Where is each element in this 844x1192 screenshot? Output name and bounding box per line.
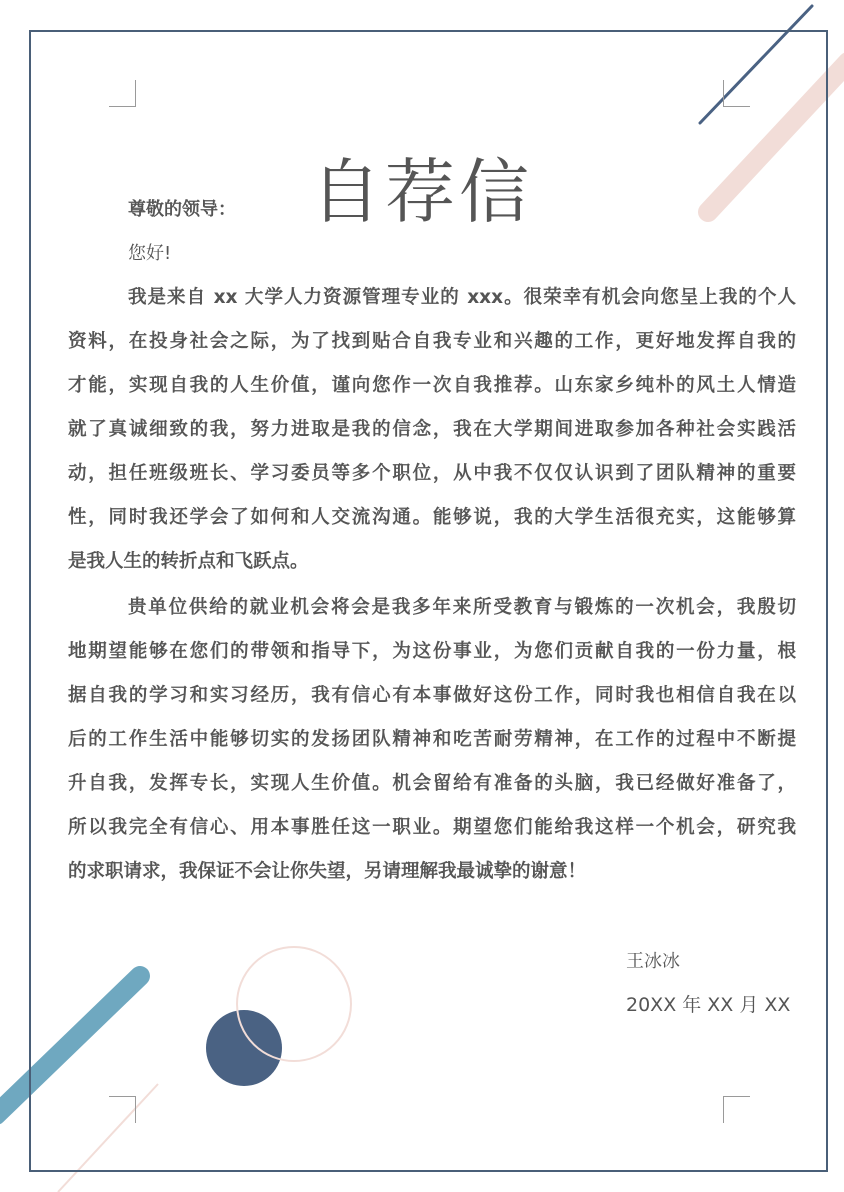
corner-mark-bottom-right — [723, 1096, 750, 1123]
corner-mark-top-right — [723, 80, 750, 107]
paragraph-line: 所以我完全有信心、用本事胜任这一职业。期望您们能给我这样一个机会，研究我 — [68, 817, 796, 838]
greeting: 您好! — [128, 243, 172, 264]
signature-date: 20XX 年 XX 月 XX — [626, 994, 791, 1016]
paragraph-line: 我是来自 xx 大学人力资源管理专业的 xxx。很荣幸有机会向您呈上我的个人 — [128, 287, 796, 308]
paragraph-line: 资料，在投身社会之际，为了找到贴合自我专业和兴趣的工作，更好地发挥自我的 — [68, 331, 796, 352]
paragraph-line: 性，同时我还学会了如何和人交流沟通。能够说，我的大学生活很充实，这能够算 — [68, 507, 796, 528]
paragraph-line: 后的工作生活中能够切实的发扬团队精神和吃苦耐劳精神，在工作的过程中不断提 — [68, 729, 796, 750]
letter-title: 自荐信 — [311, 150, 533, 233]
salutation: 尊敬的领导： — [128, 199, 236, 220]
paragraph-line: 据自我的学习和实习经历，我有信心有本事做好这份工作，同时我也相信自我在以 — [68, 685, 796, 706]
corner-mark-top-left — [109, 80, 136, 107]
paragraph-line: 才能，实现自我的人生价值，谨向您作一次自我推荐。山东家乡纯朴的风土人情造 — [68, 375, 796, 396]
paragraph-line: 动，担任班级班长、学习委员等多个职位，从中我不仅仅认识到了团队精神的重要 — [68, 463, 796, 484]
corner-mark-bottom-left — [109, 1096, 136, 1123]
paragraph-line: 就了真诚细致的我，努力进取是我的信念，我在大学期间进取参加各种社会实践活 — [68, 419, 796, 440]
paragraph-line: 地期望能够在您们的带领和指导下，为这份事业，为您们贡献自我的一份力量，根 — [68, 641, 796, 662]
paragraph-line: 是我人生的转折点和飞跃点。 — [68, 551, 309, 572]
paragraph-line: 贵单位供给的就业机会将会是我多年来所受教育与锻炼的一次机会，我殷切 — [128, 597, 796, 618]
paragraph-line: 升自我，发挥专长，实现人生价值。机会留给有准备的头脑，我已经做好准备了， — [68, 773, 796, 794]
signature-name: 王冰冰 — [626, 951, 680, 972]
paragraph-line: 的求职请求，我保证不会让你失望，另请理解我最诚挚的谢意！ — [68, 861, 587, 882]
